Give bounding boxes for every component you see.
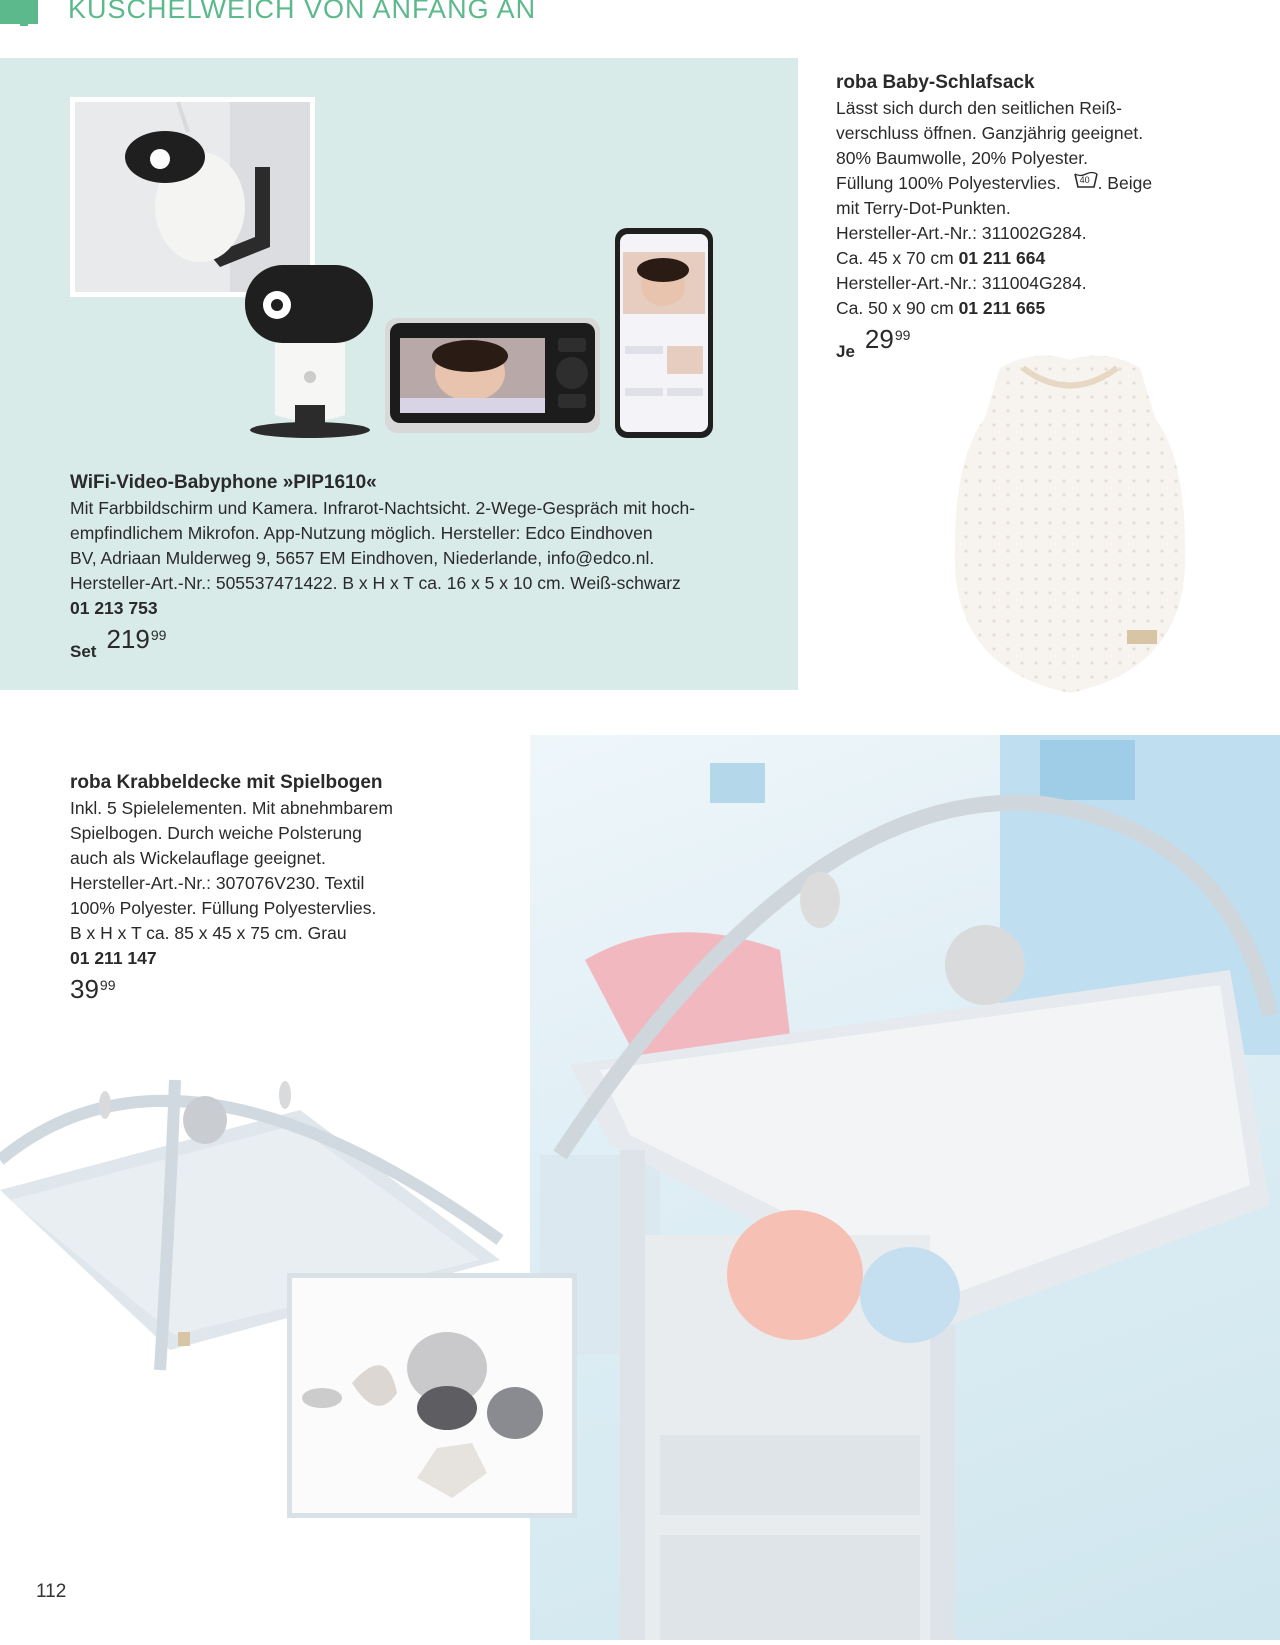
schlafsack-price-value [864, 324, 911, 354]
schlafsack-line-1: Lässt sich durch den seitlichen Reiß- [836, 98, 1122, 118]
section-title: KUSCHELWEICH VON ANFANG AN [68, 0, 537, 24]
babyphone-camera [245, 265, 375, 440]
schlafsack-line-9: Hersteller-Art.-Nr.: 311004G284. [836, 273, 1087, 293]
schlafsack-size-large-text: Ca. 50 x 90 cm [836, 298, 954, 318]
schlafsack-price-euros: 29 [864, 324, 894, 354]
babyphone-price-value [106, 624, 167, 654]
babyphone-price-euros: 219 [106, 624, 150, 654]
babyphone-price-cents: 99 [150, 627, 167, 643]
krabbeldecke-price-cents: 99 [99, 977, 116, 993]
schlafsack-photo [945, 348, 1195, 698]
schlafsack-price-cents: 99 [894, 327, 911, 343]
babyphone-description [70, 470, 790, 664]
krabbeldecke-article-number: 01 211 147 [70, 948, 157, 968]
krabbeldecke-price-euros: 39 [70, 974, 99, 1004]
babyphone-price-prefix: Set [70, 642, 97, 661]
babyphone-monitor [385, 318, 605, 438]
krabbeldecke-line-1: Inkl. 5 Spielelementen. Mit abnehmbarem [70, 798, 393, 818]
schlafsack-line-6: Hersteller-Art.-Nr.: 311002G284. [836, 223, 1087, 243]
babyphone-line-2: empfindlichem Mikrofon. App-Nutzung möglich. Hersteller: Edco Eindhoven [70, 523, 653, 543]
page-number: 112 [36, 1581, 67, 1602]
krabbeldecke-line-6: B x H x T ca. 85 x 45 x 75 cm. Grau [70, 923, 347, 943]
schlafsack-line-2: verschluss öffnen. Ganzjährig geeignet. [836, 123, 1144, 143]
krabbeldecke-price-value [70, 974, 116, 1004]
babyphone-line-4: Hersteller-Art.-Nr.: 505537471422. B x H x T ca. 16 x 5 x 10 cm. Weiß-schwarz [70, 573, 681, 593]
section-marker [0, 0, 38, 24]
spielelemente-photo [287, 1273, 577, 1518]
section-marker-line [20, 24, 28, 26]
krabbeldecke-description [70, 770, 510, 1002]
schlafsack-size-small [836, 246, 1266, 271]
krabbeldecke-price [70, 974, 510, 1004]
schlafsack-line-5: mit Terry-Dot-Punkten. [836, 198, 1011, 218]
krabbeldecke-line-4: Hersteller-Art.-Nr.: 307076V230. Textil [70, 873, 365, 893]
babyphone-smartphone [615, 228, 715, 440]
wash-40-icon-text: 40 [1079, 175, 1090, 185]
schlafsack-line-4-text: Füllung 100% Polyestervlies. [836, 173, 1061, 193]
schlafsack-price-prefix: Je [836, 342, 855, 361]
wickeltisch-scene-photo [530, 735, 1280, 1640]
krabbeldecke-line-3: auch als Wickelauflage geeignet. [70, 848, 326, 868]
krabbeldecke-line-5: 100% Polyester. Füllung Polyestervlies. [70, 898, 377, 918]
babyphone-line-3: BV, Adriaan Mulderweg 9, 5657 EM Eindhoven, Niederlande, info@edco.nl. [70, 548, 655, 568]
babyphone-title: WiFi-Video-Babyphone »PIP1610« [70, 472, 377, 493]
krabbeldecke-title: roba Krabbeldecke mit Spielbogen [70, 772, 383, 793]
schlafsack-description [836, 70, 1266, 364]
schlafsack-size-large [836, 296, 1266, 321]
schlafsack-title: roba Baby-Schlafsack [836, 72, 1035, 93]
krabbeldecke-line-2: Spielbogen. Durch weiche Polsterung [70, 823, 362, 843]
babyphone-article-number: 01 213 753 [70, 598, 158, 618]
babyphone-price [70, 624, 790, 664]
schlafsack-line-4-suffix: . Beige [1097, 173, 1153, 193]
schlafsack-size-small-text: Ca. 45 x 70 cm [836, 248, 954, 268]
wash-40-icon [1074, 171, 1098, 189]
schlafsack-article-large: 01 211 665 [958, 298, 1046, 318]
schlafsack-line-4 [836, 171, 1266, 196]
babyphone-line-1: Mit Farbbildschirm und Kamera. Infrarot-Nachtsicht. 2-Wege-Gespräch mit hoch- [70, 498, 696, 518]
schlafsack-line-3: 80% Baumwolle, 20% Polyester. [836, 148, 1088, 168]
schlafsack-article-small: 01 211 664 [958, 248, 1046, 268]
